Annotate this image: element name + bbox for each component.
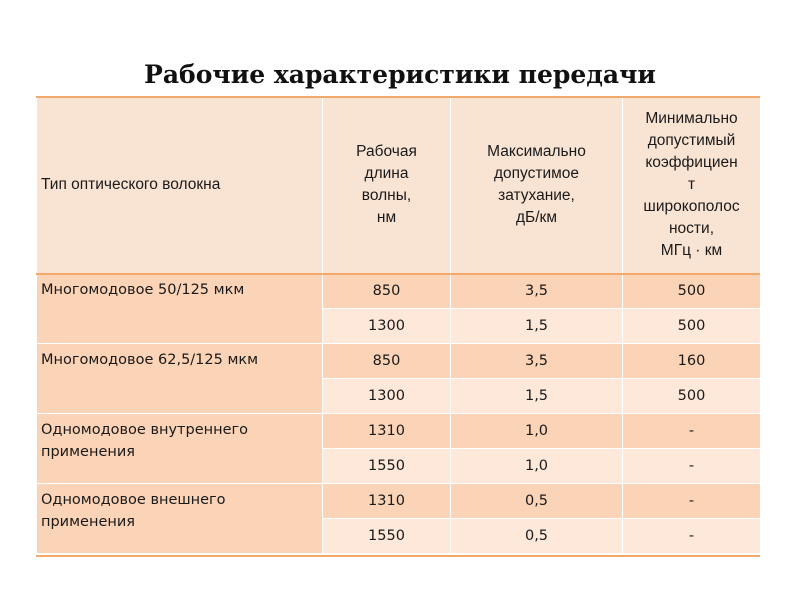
attenuation-cell: 1,5 [451, 379, 623, 414]
header-bandwidth: Минимально допустимый коэффициен т широкополос ности, МГц · км [623, 97, 761, 274]
table-top-rule [36, 96, 760, 98]
bandwidth-cell: - [623, 449, 761, 484]
wavelength-cell: 1300 [323, 379, 451, 414]
fiber-type-cell: Многомодовое 50/125 мкм [37, 274, 323, 344]
fiber-type-cell: Одномодовое внешнего применения [37, 484, 323, 554]
fiber-type-cell: Многомодовое 62,5/125 мкм [37, 344, 323, 414]
wavelength-cell: 850 [323, 344, 451, 379]
table-row [37, 414, 761, 449]
table-row [37, 274, 761, 309]
wavelength-cell: 1300 [323, 309, 451, 344]
header-wavelength: Рабочая длина волны, нм [323, 97, 451, 274]
wavelength-cell: 1550 [323, 449, 451, 484]
attenuation-cell: 3,5 [451, 344, 623, 379]
table-header-rule [36, 273, 760, 275]
wavelength-cell: 1550 [323, 519, 451, 554]
fiber-type-cell: Одномодовое внутреннего применения [37, 414, 323, 484]
wavelength-cell: 1310 [323, 414, 451, 449]
bandwidth-cell: - [623, 484, 761, 519]
table-row [37, 344, 761, 379]
table-row [37, 484, 761, 519]
wavelength-cell: 1310 [323, 484, 451, 519]
bandwidth-cell: 500 [623, 379, 761, 414]
attenuation-cell: 1,0 [451, 414, 623, 449]
wavelength-cell: 850 [323, 274, 451, 309]
bandwidth-cell: 500 [623, 309, 761, 344]
attenuation-cell: 1,0 [451, 449, 623, 484]
attenuation-cell: 3,5 [451, 274, 623, 309]
table-header-row [37, 97, 761, 274]
bandwidth-cell: - [623, 519, 761, 554]
table-bottom-rule [36, 555, 760, 557]
page-title: Рабочие характеристики передачи [144, 60, 656, 89]
transmission-characteristics-table [36, 96, 761, 554]
attenuation-cell: 0,5 [451, 484, 623, 519]
attenuation-cell: 1,5 [451, 309, 623, 344]
bandwidth-cell: 500 [623, 274, 761, 309]
attenuation-cell: 0,5 [451, 519, 623, 554]
bandwidth-cell: 160 [623, 344, 761, 379]
header-attenuation: Максимально допустимое затухание, дБ/км [451, 97, 623, 274]
bandwidth-cell: - [623, 414, 761, 449]
header-fiber-type: Тип оптического волокна [37, 97, 323, 274]
